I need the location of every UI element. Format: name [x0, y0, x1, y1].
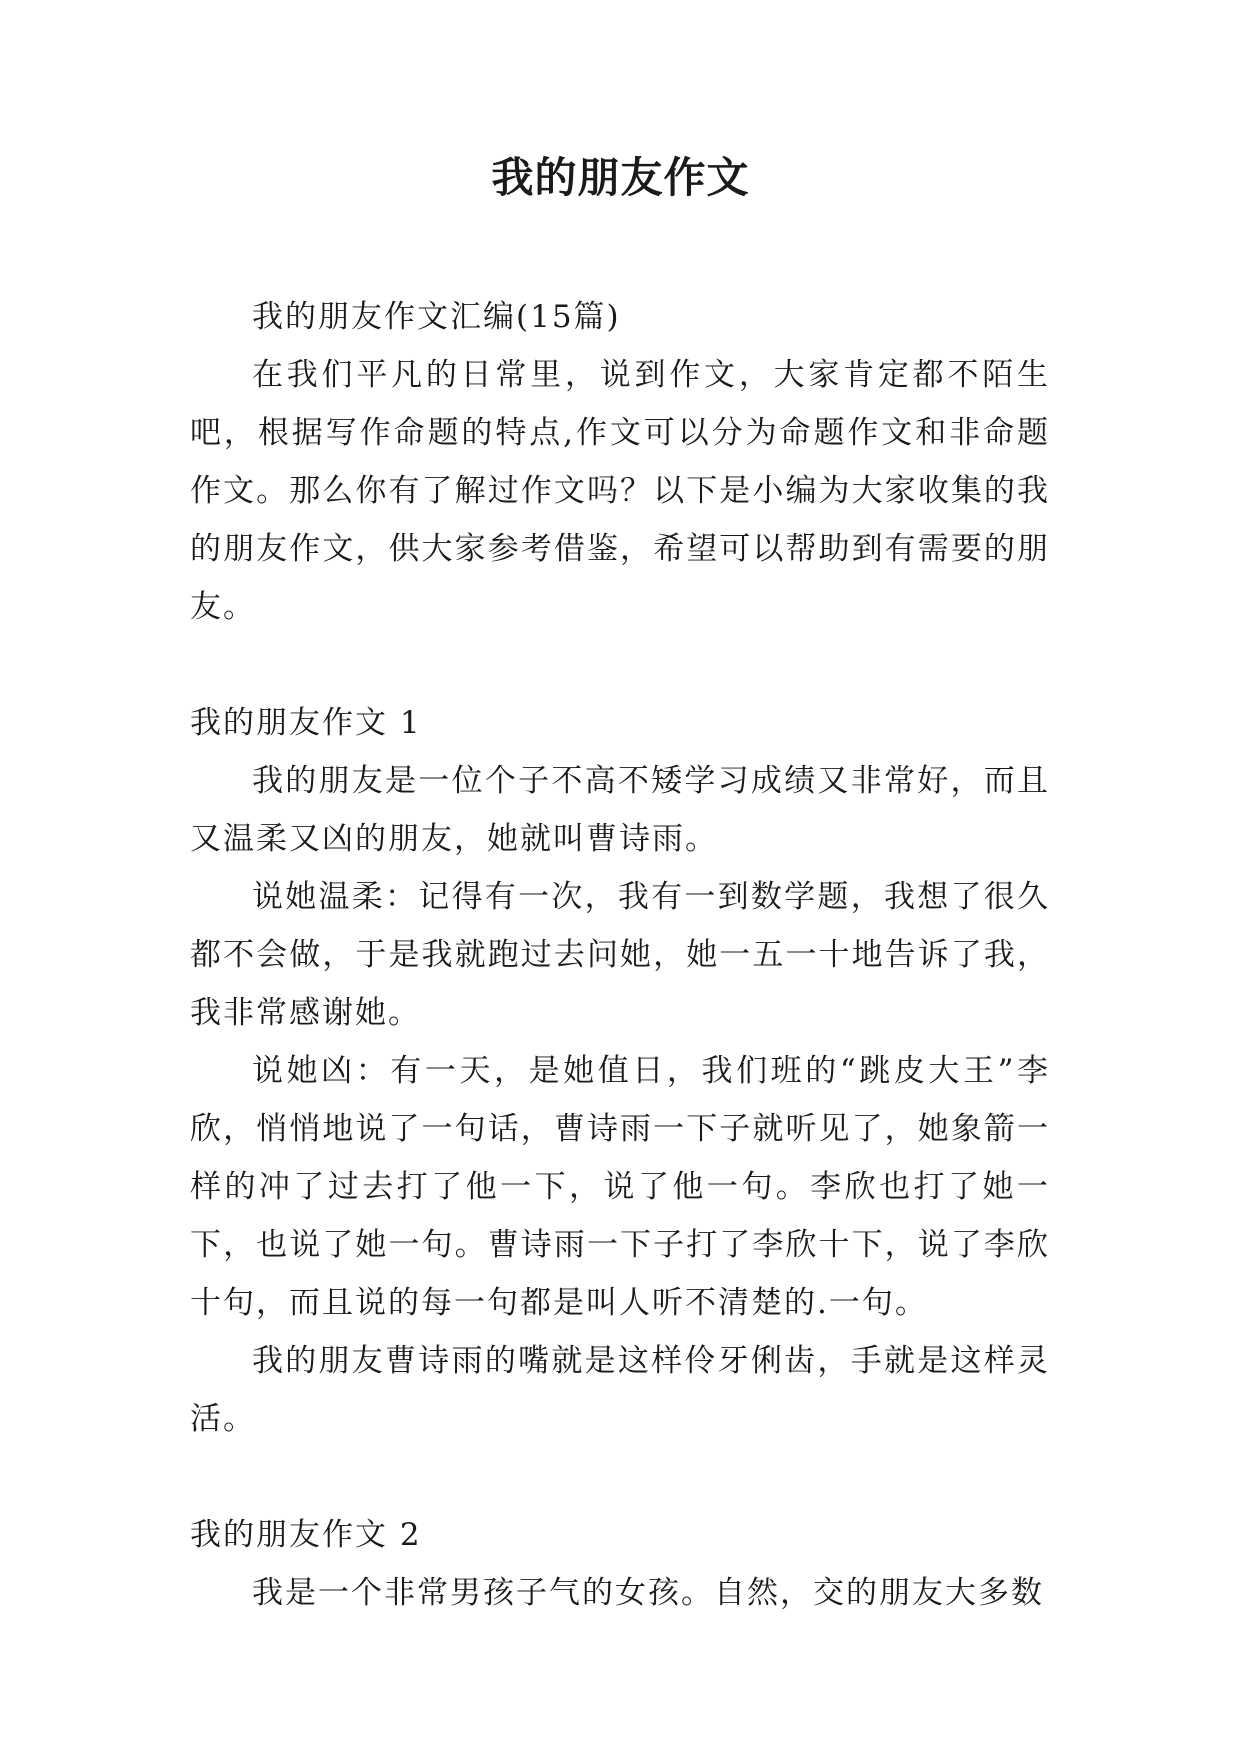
- document-title: 我的朋友作文: [491, 153, 750, 202]
- essay-1-paragraph-4: 我的朋友曹诗雨的嘴就是这样伶牙俐齿，手就是这样灵活。: [190, 1343, 1050, 1437]
- collection-subtitle: 我的朋友作文汇编(15篇): [252, 299, 621, 335]
- essay-1-paragraph-3: 说她凶：有一天，是她值日，我们班的“跳皮大王”李欣，悄悄地说了一句话，曹诗雨一下子就听见了，她象箭一样的冲了过去打了他一下，说了他一句。李欣也打了她一下，也说了她一句。曹诗雨一下子打了李欣十下，说了李欣十句，而且说的每一句都是叫人听不清楚的.一句。: [190, 1053, 1050, 1321]
- essay-1-paragraph-1: 我的朋友是一位个子不高不矮学习成绩又非常好，而且又温柔又凶的朋友，她就叫曹诗雨。: [190, 763, 1050, 857]
- intro-paragraph: 在我们平凡的日常里，说到作文，大家肯定都不陌生吧，根据写作命题的特点,作文可以分为命题作文和非命题作文。那么你有了解过作文吗？以下是小编为大家收集的我的朋友作文，供大家参考借鉴，希望可以帮助到有需要的朋友。: [190, 357, 1050, 625]
- document-body: [190, 288, 1050, 1622]
- essay-2-paragraph-1: 我是一个非常男孩子气的女孩。自然，交的朋友大多数: [252, 1575, 1044, 1611]
- essay-1-paragraph-2: 说她温柔：记得有一次，我有一到数学题，我想了很久都不会做，于是我就跑过去问她，她一五一十地告诉了我，我非常感谢她。: [190, 879, 1050, 1031]
- essay-2-heading: 我的朋友作文 2: [190, 1517, 422, 1553]
- essay-1-heading: 我的朋友作文 1: [190, 705, 422, 741]
